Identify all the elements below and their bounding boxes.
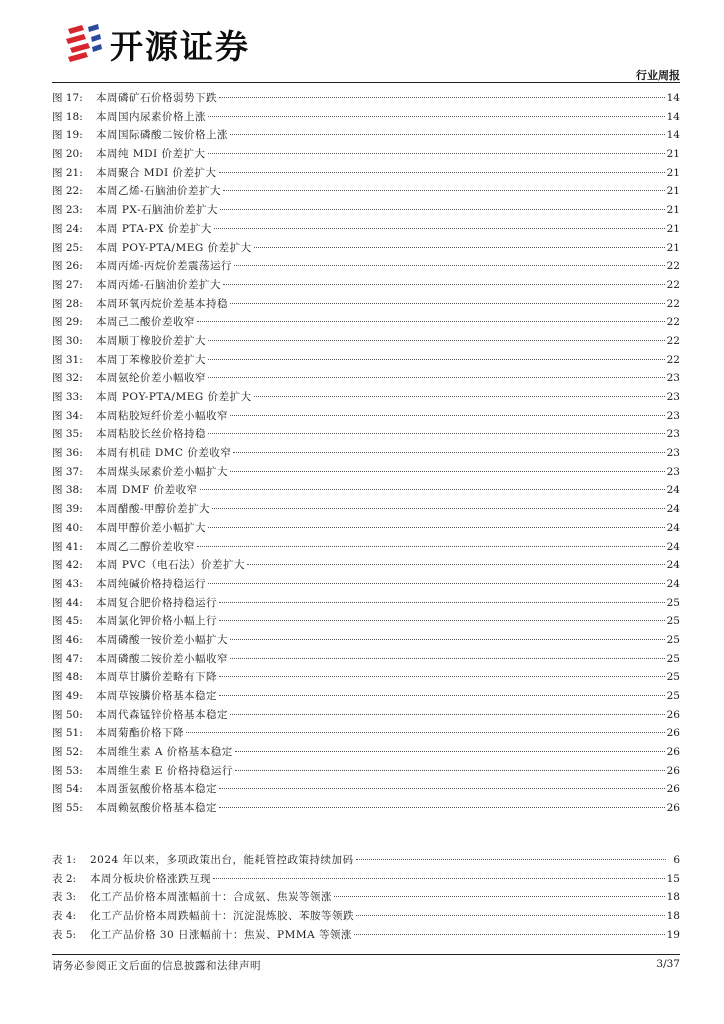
figure-entry-page: 24: [666, 559, 680, 572]
dot-leader: [208, 377, 665, 378]
figure-entry-page: 25: [666, 596, 680, 609]
figure-entry[interactable]: [52, 594, 680, 613]
figure-entry-title: 本周 PVC（电石法）价差扩大: [96, 559, 246, 572]
dot-leader: [186, 732, 665, 733]
figure-entry-number: 图 20:: [52, 148, 83, 161]
figure-entry-page: 25: [666, 652, 680, 665]
figure-entry[interactable]: [52, 762, 680, 781]
dot-leader: [254, 247, 665, 248]
figure-entry-title: 本周氯化钾价格小幅上行: [96, 615, 217, 628]
dot-leader: [212, 508, 665, 509]
figure-entry[interactable]: [52, 780, 680, 799]
table-entry-title: 2024 年以来，多项政策出台，能耗管控政策持续加码: [90, 854, 354, 866]
table-entry-title: 化工产品价格本周涨幅前十：合成氨、焦炭等领涨: [90, 891, 332, 904]
figure-entry[interactable]: [52, 556, 680, 575]
figure-entry-title: 本周丁苯橡胶价差扩大: [96, 353, 206, 366]
figure-entry-page: 14: [666, 129, 680, 142]
footer-divider: [52, 954, 680, 955]
figure-entry-page: 24: [666, 484, 680, 497]
figure-entry-title: 本周维生素 A 价格基本稳定: [96, 746, 233, 759]
figure-entry-number: 图 50:: [52, 708, 83, 721]
figure-entry-title: 本周煤头尿素价差小幅扩大: [96, 465, 228, 478]
table-entry-page: 6: [673, 854, 680, 866]
figure-entry-title: 本周维生素 E 价格持稳运行: [96, 764, 233, 777]
figure-index-list: [52, 89, 680, 818]
figure-entry[interactable]: [52, 444, 680, 463]
table-entry-title: 本周分板块价格涨跌互现: [90, 872, 211, 885]
figure-entry[interactable]: [52, 575, 680, 594]
figure-entry[interactable]: [52, 89, 680, 108]
dot-leader: [230, 303, 665, 304]
table-entry[interactable]: [52, 851, 680, 870]
dot-leader: [219, 676, 665, 677]
figure-entry[interactable]: [52, 313, 680, 332]
figure-entry[interactable]: [52, 220, 680, 239]
dot-leader: [230, 658, 665, 659]
figure-entry[interactable]: [52, 164, 680, 183]
dot-leader: [230, 714, 665, 715]
figure-entry[interactable]: [52, 631, 680, 650]
dot-leader: [235, 751, 665, 752]
dot-leader: [254, 396, 665, 397]
figure-entry-page: 26: [666, 746, 680, 759]
figure-entry[interactable]: [52, 239, 680, 258]
figure-entry-number: 图 21:: [52, 166, 83, 179]
figure-entry[interactable]: [52, 612, 680, 631]
figure-entry-page: 22: [666, 278, 680, 291]
page-header: [0, 0, 724, 90]
figure-entry[interactable]: [52, 257, 680, 276]
figure-entry-number: 图 37:: [52, 465, 83, 478]
report-type-label: 行业周报: [636, 69, 680, 82]
table-index-list: [52, 851, 680, 944]
figure-entry-page: 23: [666, 391, 680, 403]
dot-leader: [354, 934, 665, 935]
dot-leader: [219, 807, 665, 808]
figure-entry-number: 图 38:: [52, 484, 83, 497]
figure-entry[interactable]: [52, 668, 680, 687]
company-logo: [62, 20, 250, 68]
figure-entry-title: 本周丙烯-丙烷价差震荡运行: [96, 260, 233, 273]
table-entry-number: 表 5:: [52, 928, 77, 941]
figure-entry-title: 本周粘胶长丝价格持稳: [96, 428, 206, 441]
figure-entry-title: 本周代森锰锌价格基本稳定: [96, 708, 228, 721]
figure-entry-title: 本周菊酯价格下降: [96, 727, 184, 740]
figure-entry-title: 本周草铵膦价格基本稳定: [96, 690, 217, 702]
header-divider: [52, 82, 680, 83]
figure-entry-number: 图 45:: [52, 615, 83, 628]
figure-entry-number: 图 28:: [52, 297, 83, 310]
figure-entry-number: 图 40:: [52, 521, 83, 534]
figure-entry-title: 本周醋酸-甲醇价差扩大: [96, 503, 211, 516]
figure-entry[interactable]: [52, 463, 680, 482]
figure-entry-number: 图 49:: [52, 690, 83, 702]
dot-leader: [356, 859, 666, 860]
table-entry[interactable]: [52, 888, 680, 907]
dot-leader: [233, 452, 664, 453]
dot-leader: [235, 770, 665, 771]
figure-entry[interactable]: [52, 369, 680, 388]
figure-entry-number: 图 44:: [52, 596, 83, 609]
dot-leader: [234, 265, 665, 266]
dot-leader: [208, 116, 665, 117]
figure-entry-number: 图 46:: [52, 633, 83, 646]
dot-leader: [219, 788, 665, 789]
figure-entry-number: 图 23:: [52, 204, 83, 217]
figure-entry-title: 本周有机硅 DMC 价差收窄: [96, 447, 232, 460]
figure-entry[interactable]: [52, 687, 680, 706]
dot-leader: [219, 97, 665, 98]
figure-entry-number: 图 52:: [52, 746, 83, 759]
figure-entry-page: 26: [666, 783, 680, 796]
figure-entry[interactable]: [52, 538, 680, 557]
figure-entry[interactable]: [52, 407, 680, 426]
table-entry[interactable]: [52, 926, 680, 945]
figure-entry[interactable]: [52, 295, 680, 314]
figure-entry-title: 本周 DMF 价差收窄: [96, 484, 198, 497]
figure-entry-number: 图 32:: [52, 372, 83, 385]
dot-leader: [247, 564, 665, 565]
figure-entry-page: 21: [666, 185, 680, 198]
figure-entry-number: 图 27:: [52, 278, 83, 291]
figure-entry[interactable]: [52, 201, 680, 220]
figure-entry-page: 23: [666, 428, 680, 441]
figure-entry[interactable]: [52, 276, 680, 295]
figure-entry-number: 图 31:: [52, 353, 83, 366]
dot-leader: [223, 284, 665, 285]
dot-leader: [213, 878, 665, 879]
figure-entry-page: 14: [666, 110, 680, 123]
figure-entry-title: 本周聚合 MDI 价差扩大: [96, 166, 217, 179]
figure-entry[interactable]: [52, 332, 680, 351]
table-entry-page: 19: [666, 928, 680, 941]
figure-entry-page: 26: [666, 764, 680, 777]
table-entry-number: 表 1:: [52, 854, 77, 866]
figure-entry-page: 14: [666, 92, 680, 104]
figure-entry[interactable]: [52, 388, 680, 407]
figure-entry-page: 21: [666, 222, 680, 235]
dot-leader: [230, 415, 665, 416]
figure-entry-page: 22: [666, 316, 680, 329]
dot-leader: [230, 639, 665, 640]
figure-entry-number: 图 26:: [52, 260, 83, 273]
figure-entry-page: 23: [666, 409, 680, 422]
table-entry-number: 表 2:: [52, 872, 77, 885]
figure-entry-number: 图 22:: [52, 185, 83, 198]
figure-entry-number: 图 24:: [52, 222, 83, 235]
figure-entry-title: 本周磷酸一铵价差小幅扩大: [96, 633, 228, 646]
figure-entry-title: 本周国内尿素价格上涨: [96, 110, 206, 123]
table-entry-page: 18: [666, 891, 680, 904]
dot-leader: [219, 602, 665, 603]
footer-disclaimer: 请务必参阅正文后面的信息披露和法律声明: [52, 960, 261, 972]
figure-entry-title: 本周磷酸二铵价差小幅收窄: [96, 652, 228, 665]
table-entry-title: 化工产品价格本周跌幅前十：沉淀混炼胶、苯胺等领跌: [90, 910, 354, 923]
dot-leader: [208, 153, 665, 154]
figure-entry-page: 21: [666, 241, 680, 254]
figure-entry-title: 本周蛋氨酸价格基本稳定: [96, 783, 217, 796]
table-entry[interactable]: [52, 907, 680, 926]
figure-entry-title: 本周乙二醇价差收窄: [96, 540, 195, 553]
figure-entry[interactable]: [52, 182, 680, 201]
figure-entry-number: 图 55:: [52, 802, 83, 815]
dot-leader: [208, 527, 665, 528]
figure-entry[interactable]: [52, 519, 680, 538]
figure-entry-number: 图 39:: [52, 503, 83, 516]
figure-entry-page: 24: [666, 503, 680, 516]
figure-entry[interactable]: [52, 650, 680, 669]
figure-entry-number: 图 48:: [52, 671, 83, 684]
figure-entry-page: 23: [666, 447, 680, 460]
dot-leader: [219, 620, 665, 621]
figure-entry-title: 本周 POY-PTA/MEG 价差扩大: [96, 391, 252, 403]
dot-leader: [334, 896, 665, 897]
figure-entry-page: 25: [666, 633, 680, 646]
figure-entry-page: 22: [666, 260, 680, 273]
figure-entry-title: 本周赖氨酸价格基本稳定: [96, 802, 217, 815]
figure-entry-page: 26: [666, 802, 680, 815]
figure-entry-number: 图 17:: [52, 92, 83, 104]
figure-entry[interactable]: [52, 743, 680, 762]
dot-leader: [219, 695, 665, 696]
figure-entry-page: 21: [666, 166, 680, 179]
page-number: 3/37: [656, 958, 680, 970]
figure-entry-page: 24: [666, 577, 680, 590]
dot-leader: [220, 209, 665, 210]
figure-entry[interactable]: [52, 108, 680, 127]
figure-entry-page: 23: [666, 372, 680, 385]
figure-entry-number: 图 42:: [52, 559, 83, 572]
figure-entry-title: 本周 POY-PTA/MEG 价差扩大: [96, 241, 252, 254]
table-entry-page: 18: [666, 910, 680, 923]
figure-entry[interactable]: [52, 351, 680, 370]
figure-entry-number: 图 36:: [52, 447, 83, 460]
figure-entry-number: 图 29:: [52, 316, 83, 329]
dot-leader: [230, 471, 665, 472]
dot-leader: [197, 546, 665, 547]
figure-entry-number: 图 25:: [52, 241, 83, 254]
figure-entry-title: 本周 PTA-PX 价差扩大: [96, 222, 212, 235]
figure-entry-page: 26: [666, 727, 680, 740]
figure-entry-title: 本周顺丁橡胶价差扩大: [96, 334, 206, 347]
figure-entry[interactable]: [52, 126, 680, 145]
figure-entry-page: 21: [666, 148, 680, 161]
figure-entry-title: 本周己二酸价差收窄: [96, 316, 195, 329]
figure-entry-number: 图 35:: [52, 428, 83, 441]
figure-entry-number: 图 33:: [52, 391, 83, 403]
dot-leader: [356, 915, 665, 916]
dot-leader: [208, 359, 665, 360]
figure-entry[interactable]: [52, 799, 680, 818]
figure-entry-page: 25: [666, 671, 680, 684]
figure-entry-page: 25: [666, 615, 680, 628]
dot-leader: [230, 134, 665, 135]
table-entry-number: 表 3:: [52, 891, 77, 904]
figure-entry-page: 22: [666, 353, 680, 366]
dot-leader: [223, 190, 665, 191]
dot-leader: [214, 228, 665, 229]
figure-entry[interactable]: [52, 145, 680, 164]
figure-entry-title: 本周 PX-石脑油价差扩大: [96, 204, 219, 217]
figure-entry-title: 本周磷矿石价格弱势下跌: [96, 92, 217, 104]
table-entry-number: 表 4:: [52, 910, 77, 923]
figure-entry-page: 23: [666, 465, 680, 478]
figure-entry-page: 22: [666, 334, 680, 347]
table-entry-title: 化工产品价格 30 日涨幅前十：焦炭、PMMA 等领涨: [90, 928, 353, 941]
logo-mark-icon: [62, 21, 102, 67]
dot-leader: [200, 489, 665, 490]
dot-leader: [219, 172, 665, 173]
figure-entry-number: 图 30:: [52, 334, 83, 347]
figure-entry[interactable]: [52, 724, 680, 743]
figure-entry[interactable]: [52, 425, 680, 444]
figure-entry-page: 21: [666, 204, 680, 217]
figure-entry[interactable]: [52, 706, 680, 725]
figure-entry-number: 图 54:: [52, 783, 83, 796]
figure-entry-page: 26: [666, 708, 680, 721]
figure-entry-number: 图 51:: [52, 727, 83, 740]
dot-leader: [208, 433, 665, 434]
figure-entry-title: 本周纯碱价格持稳运行: [96, 577, 206, 590]
figure-entry-page: 24: [666, 540, 680, 553]
figure-entry-number: 图 18:: [52, 110, 83, 123]
logo-text: 开源证券: [110, 26, 250, 66]
figure-entry-page: 25: [666, 690, 680, 702]
figure-entry-title: 本周环氧丙烷价差基本持稳: [96, 297, 228, 310]
figure-entry-title: 本周丙烯-石脑油价差扩大: [96, 278, 222, 291]
figure-entry-number: 图 19:: [52, 129, 83, 142]
figure-entry[interactable]: [52, 500, 680, 519]
dot-leader: [208, 583, 665, 584]
figure-entry-number: 图 53:: [52, 764, 83, 777]
figure-entry-title: 本周纯 MDI 价差扩大: [96, 148, 206, 161]
figure-entry-page: 22: [666, 297, 680, 310]
figure-entry-title: 本周国际磷酸二铵价格上涨: [96, 129, 228, 142]
figure-entry-title: 本周乙烯-石脑油价差扩大: [96, 185, 222, 198]
figure-entry-number: 图 47:: [52, 652, 83, 665]
dot-leader: [208, 340, 665, 341]
figure-entry-number: 图 41:: [52, 540, 83, 553]
table-entry[interactable]: [52, 870, 680, 889]
figure-entry[interactable]: [52, 481, 680, 500]
figure-entry-title: 本周粘胶短纤价差小幅收窄: [96, 409, 228, 422]
figure-entry-title: 本周氨纶价差小幅收窄: [96, 372, 206, 385]
figure-entry-title: 本周甲醇价差小幅扩大: [96, 521, 206, 534]
figure-entry-title: 本周复合肥价格持稳运行: [96, 596, 217, 609]
figure-entry-page: 24: [666, 521, 680, 534]
figure-entry-title: 本周草甘膦价差略有下降: [96, 671, 217, 684]
table-entry-page: 15: [666, 872, 680, 885]
figure-entry-number: 图 34:: [52, 409, 83, 422]
dot-leader: [197, 321, 665, 322]
figure-entry-number: 图 43:: [52, 577, 83, 590]
